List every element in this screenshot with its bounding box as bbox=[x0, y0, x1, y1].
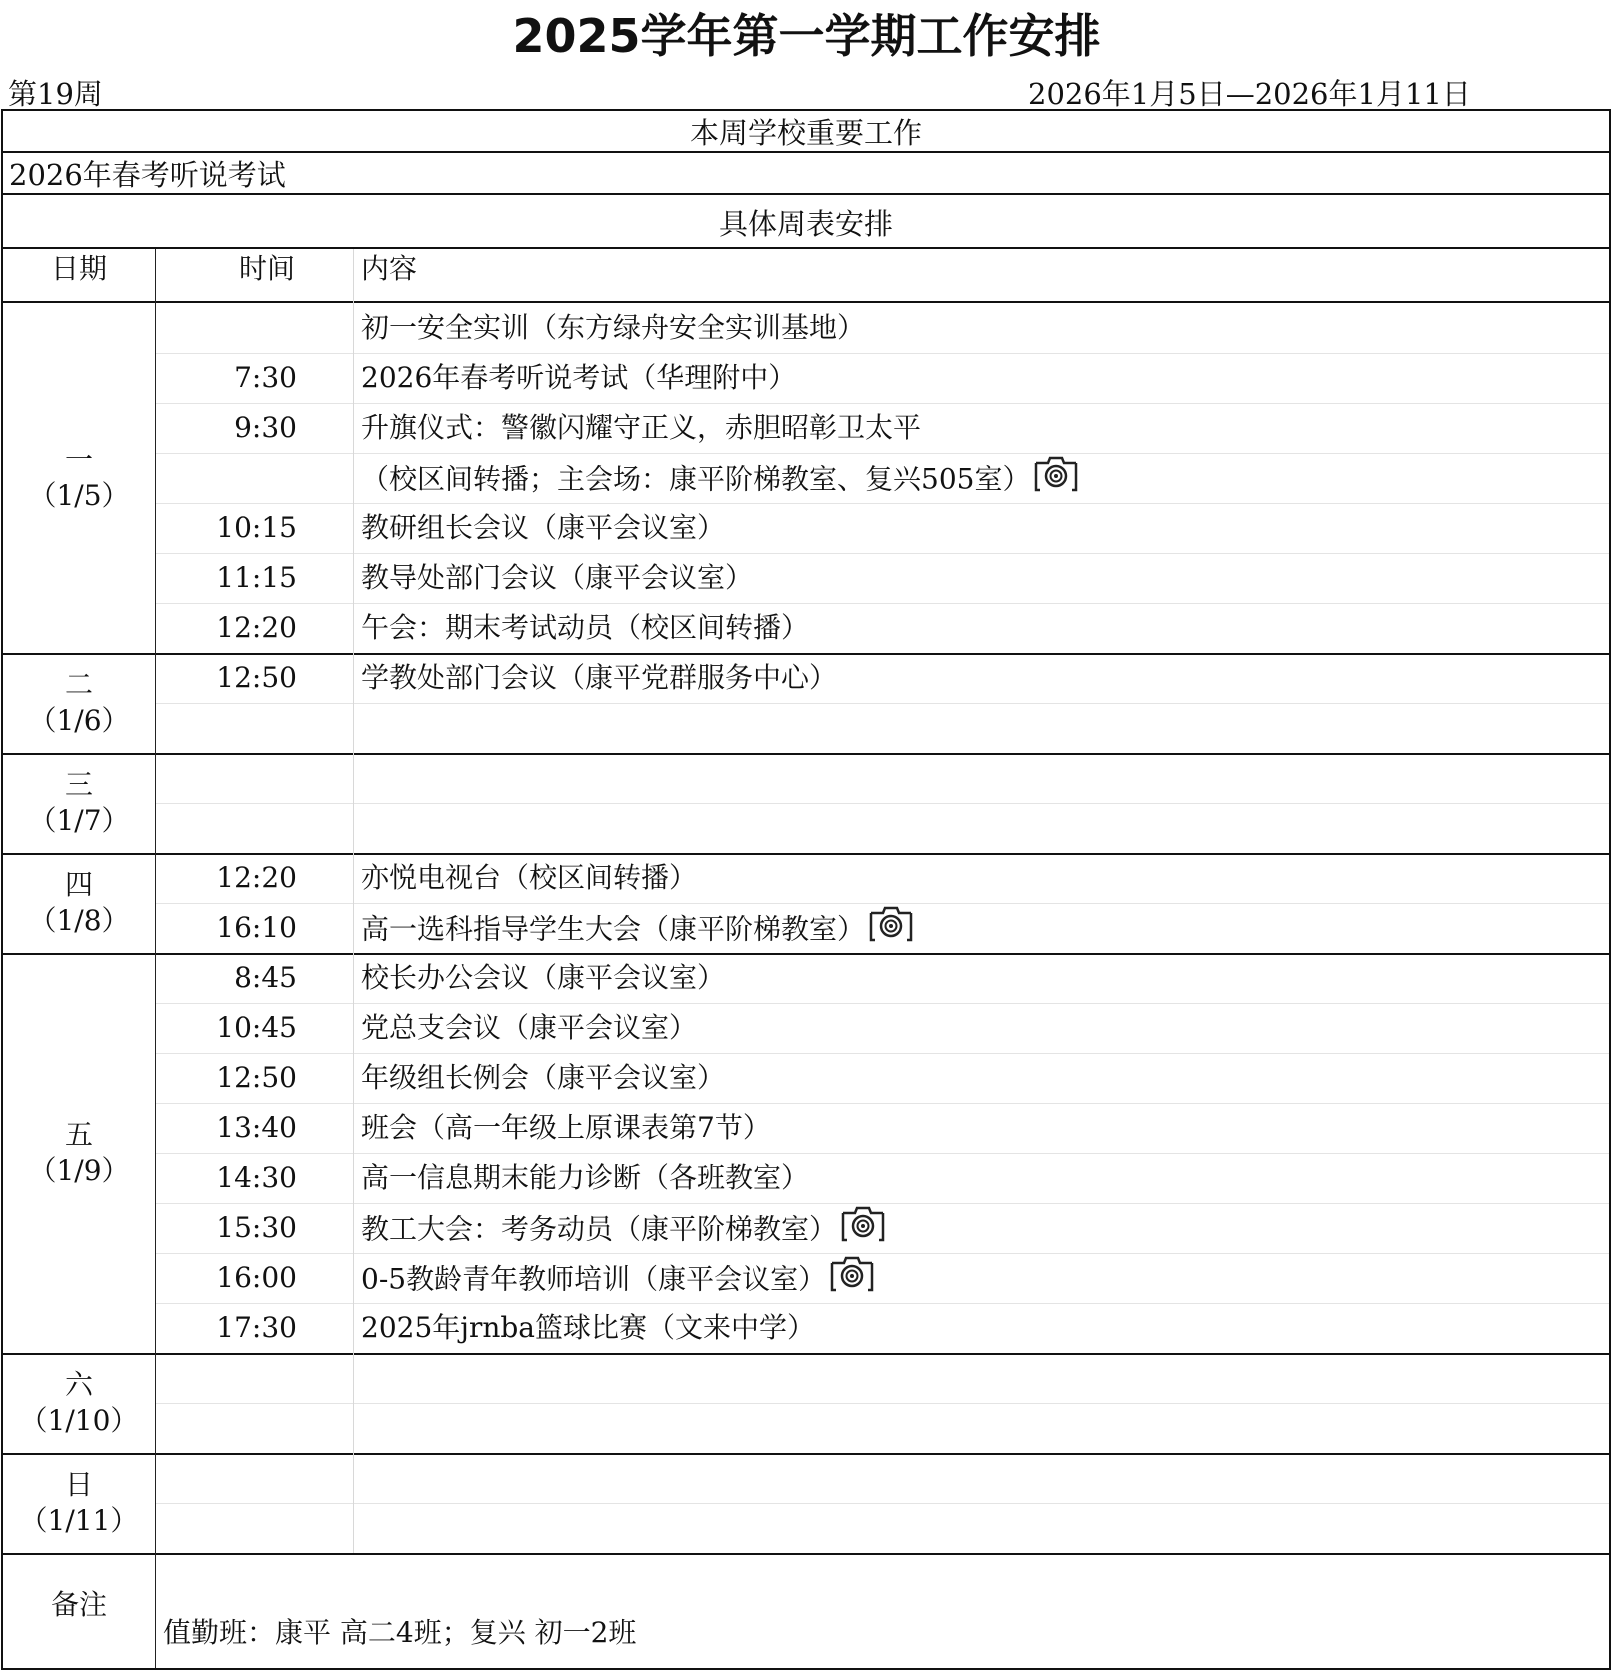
day-date: （1/6） bbox=[28, 704, 130, 737]
day-date: （1/7） bbox=[28, 804, 130, 837]
event-text bbox=[361, 653, 837, 703]
week-label: 第19周 bbox=[8, 77, 103, 111]
page-title: 2025学年第一学期工作安排 bbox=[512, 9, 1101, 63]
event-label: 2026年春考听说考试（华理附中） bbox=[361, 361, 797, 394]
date-range: 2026年1月5日—2026年1月11日 bbox=[1028, 77, 1471, 111]
event-time: 12:20 bbox=[216, 611, 297, 644]
event-time: 9:30 bbox=[234, 411, 297, 444]
event-time: 13:40 bbox=[216, 1111, 297, 1144]
duty-class-note: 值勤班：康平 高二4班；复兴 初一2班 bbox=[163, 1616, 637, 1649]
day-name: 日 bbox=[64, 1468, 93, 1501]
event-label: 午会：期末考试动员（校区间转播） bbox=[361, 611, 810, 644]
event-text bbox=[361, 1003, 697, 1053]
event-label: 党总支会议（康平会议室） bbox=[361, 1011, 698, 1044]
day-cell bbox=[3, 667, 155, 739]
day-name: 三 bbox=[64, 768, 93, 801]
event-text bbox=[361, 1253, 876, 1309]
event-text bbox=[361, 853, 697, 903]
row-divider bbox=[155, 1403, 1609, 1404]
event-time: 12:50 bbox=[216, 1061, 297, 1094]
column-header-date: 日期 bbox=[50, 252, 107, 285]
day-cell bbox=[3, 1367, 155, 1439]
event-text bbox=[361, 453, 1080, 509]
day-separator bbox=[3, 1453, 1609, 1455]
day-date: （1/8） bbox=[28, 904, 130, 937]
remarks-label: 备注 bbox=[50, 1588, 107, 1621]
event-label: 高一选科指导学生大会（康平阶梯教室） bbox=[361, 912, 866, 946]
day-cell bbox=[3, 442, 155, 514]
event-time: 10:45 bbox=[216, 1011, 297, 1044]
event-time: 12:50 bbox=[216, 661, 297, 694]
event-time: 17:30 bbox=[216, 1311, 297, 1344]
event-text bbox=[361, 603, 809, 653]
event-label: 高一信息期末能力诊断（各班教室） bbox=[361, 1161, 810, 1194]
row-divider bbox=[155, 803, 1609, 804]
event-time: 16:10 bbox=[216, 911, 297, 944]
week-info-row bbox=[0, 70, 1613, 110]
row-divider bbox=[155, 1503, 1609, 1504]
event-time: 8:45 bbox=[234, 961, 297, 994]
event-text bbox=[361, 303, 865, 353]
content-column-divider bbox=[353, 249, 354, 1553]
event-time: 16:00 bbox=[216, 1261, 297, 1294]
event-text bbox=[361, 553, 753, 603]
event-label: 0-5教龄青年教师培训（康平会议室） bbox=[361, 1262, 827, 1296]
day-date: （1/10） bbox=[19, 1404, 139, 1437]
event-time: 14:30 bbox=[216, 1161, 297, 1194]
column-header-time: 时间 bbox=[239, 252, 296, 285]
event-label: 教工大会：考务动员（康平阶梯教室） bbox=[361, 1212, 838, 1246]
event-time: 12:20 bbox=[216, 861, 297, 894]
event-label: 初一安全实训（东方绿舟安全实训基地） bbox=[361, 311, 866, 344]
event-text bbox=[361, 353, 796, 403]
day-name: 五 bbox=[64, 1118, 93, 1151]
event-label: 升旗仪式：警徽闪耀守正义，赤胆昭彰卫太平 bbox=[361, 411, 922, 444]
day-date: （1/9） bbox=[28, 1154, 130, 1187]
day-name: 六 bbox=[64, 1368, 93, 1401]
day-separator bbox=[3, 753, 1609, 755]
day-separator bbox=[3, 1353, 1609, 1355]
event-label: 亦悦电视台（校区间转播） bbox=[361, 861, 698, 894]
schedule-table bbox=[1, 109, 1611, 1670]
day-cell bbox=[3, 767, 155, 839]
event-label: 教研组长会议（康平会议室） bbox=[361, 511, 726, 544]
event-time: 11:15 bbox=[216, 561, 297, 594]
event-time: 10:15 bbox=[216, 511, 297, 544]
event-label: 校长办公会议（康平会议室） bbox=[361, 961, 726, 994]
day-name: 二 bbox=[64, 668, 93, 701]
day-cell bbox=[3, 1117, 155, 1189]
day-name: 一 bbox=[64, 443, 93, 476]
event-text bbox=[361, 1303, 815, 1353]
event-text bbox=[361, 1203, 887, 1259]
day-cell bbox=[3, 1467, 155, 1539]
event-label: 2025年jrnba篮球比赛（文来中学） bbox=[361, 1311, 815, 1344]
event-text bbox=[361, 1103, 771, 1153]
header-top-border bbox=[3, 247, 1609, 249]
camera-icon bbox=[867, 903, 915, 959]
event-label: 班会（高一年级上原课表第7节） bbox=[361, 1111, 771, 1144]
camera-icon bbox=[839, 1203, 887, 1259]
schedule-header: 具体周表安排 bbox=[3, 195, 1609, 249]
event-text bbox=[361, 953, 725, 1003]
event-text bbox=[361, 1053, 725, 1103]
event-text bbox=[361, 403, 921, 453]
event-time: 15:30 bbox=[216, 1211, 297, 1244]
event-text bbox=[361, 903, 915, 959]
event-label: 教导处部门会议（康平会议室） bbox=[361, 561, 754, 594]
important-work-header: 本周学校重要工作 bbox=[3, 111, 1609, 153]
day-name: 四 bbox=[64, 868, 93, 901]
event-text bbox=[361, 503, 725, 553]
event-time: 7:30 bbox=[234, 361, 297, 394]
event-label: 年级组长例会（康平会议室） bbox=[361, 1061, 726, 1094]
row-divider bbox=[155, 703, 1609, 704]
camera-icon bbox=[828, 1253, 876, 1309]
important-work-item: 2026年春考听说考试 bbox=[3, 153, 1609, 195]
camera-icon bbox=[1032, 453, 1080, 509]
date-column-divider bbox=[155, 249, 156, 1668]
event-label: 学教处部门会议（康平党群服务中心） bbox=[361, 661, 838, 694]
day-separator bbox=[3, 1553, 1609, 1555]
day-date: （1/11） bbox=[19, 1504, 139, 1537]
event-text bbox=[361, 1153, 809, 1203]
event-label: （校区间转播；主会场：康平阶梯教室、复兴505室） bbox=[361, 462, 1031, 496]
day-date: （1/5） bbox=[28, 479, 130, 512]
column-header-content: 内容 bbox=[361, 252, 418, 285]
day-cell bbox=[3, 867, 155, 939]
